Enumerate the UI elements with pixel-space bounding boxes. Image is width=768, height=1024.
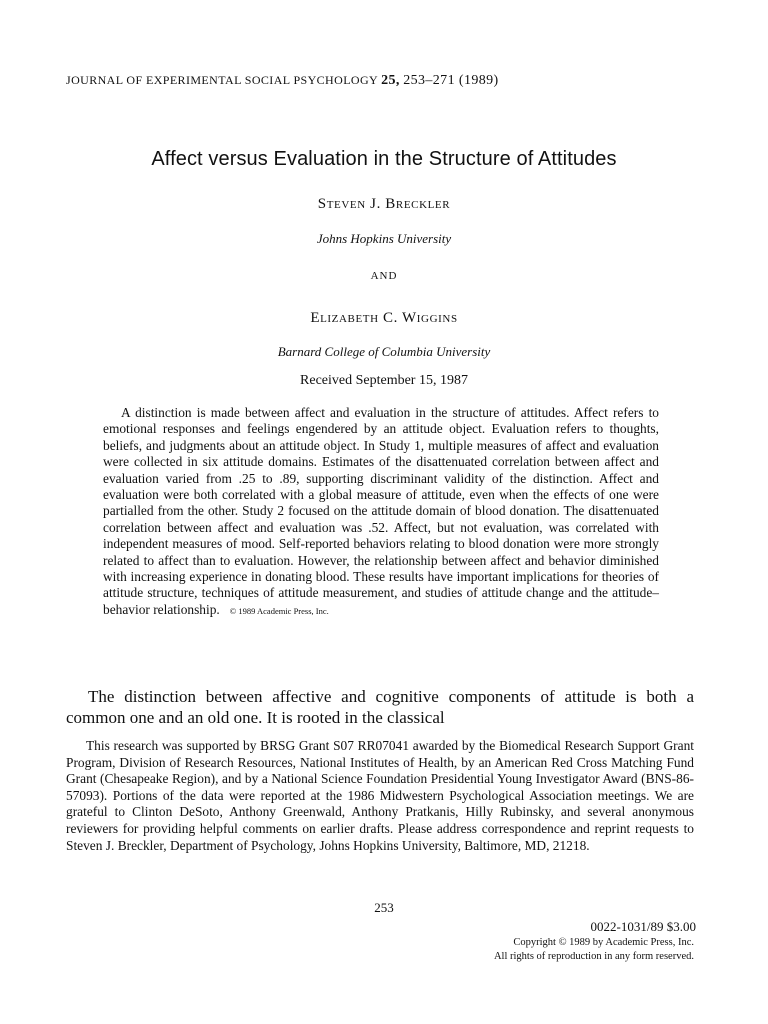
author-2: Elizabeth C. Wiggins <box>310 310 458 326</box>
abstract-copyright: © 1989 Academic Press, Inc. <box>229 605 329 616</box>
acknowledgment-footnote: This research was supported by BRSG Grant S07 RR07041 awarded by the Biomedical Research Support Grant Program, Division of Research Resources, National Institutes of Health, by an American Red Cross Matching Fund Grant (Chesapeake Region), and by a National Science Foundation Presidential Young Investigator Award (BNS-86-57093). Portions of the data were reported at the 1986 Midwestern Psychological Association meetings. We are grateful to Clinton DeSoto, Anthony Greenwald, Anthony Pratkanis, Hilly Rubinsky, and several anonymous reviewers for providing helpful comments on earlier drafts. Please address correspondence and reprint requests to Steven J. Breckler, Department of Psychology, Johns Hopkins University, Baltimore, MD, 21218. <box>66 738 694 853</box>
and-separator: AND <box>370 270 398 282</box>
journal-header <box>66 73 499 89</box>
abstract <box>103 405 659 619</box>
intro-paragraph: The distinction between affective and cognitive components of attitude is both a common one and an old one. It is rooted in the classical <box>66 687 694 727</box>
article-title: Affect versus Evaluation in the Structure of Attitudes <box>151 148 617 170</box>
footer-copyright: Copyright © 1989 by Academic Press, Inc. <box>513 937 694 948</box>
issn-price: 0022-1031/89 $3.00 <box>590 919 696 934</box>
author-1: Steven J. Breckler <box>317 196 451 212</box>
journal-pages-year: 253–271 (1989) <box>403 73 499 88</box>
journal-volume: 25, <box>381 73 400 88</box>
received-date: Received September 15, 1987 <box>300 373 468 388</box>
abstract-text: A distinction is made between affect and evaluation in the structure of attitudes. Affect refers to emotional responses and feelings engendered by an attitude object. Evaluation refers to thoughts, beliefs, and judgments about an attitude object. In Study 1, multiple measures of affect and evaluation were collected in six attitude domains. Estimates of the disattenuated correlation between affect and evaluation varied from .25 to .89, supporting discriminant validity of the distinction. Affect and evaluation were both correlated with a global measure of attitude, even when the effects of one were partialled from the other. Study 2 focused on the attitude domain of blood donation. The disattenuated correlation between affect and evaluation was .52. Affect, but not evaluation, was correlated with independent measures of mood. Self-reported behaviors relating to blood donation were more strongly related to affect than to evaluation. However, the relationship between affect and behavior diminished with increasing experience in donating blood. These results have important implications for theories of attitude structure, techniques of attitude measurement, and studies of attitude change and the attitude–behavior relationship. <box>103 405 659 617</box>
journal-name: JOURNAL OF EXPERIMENTAL SOCIAL PSYCHOLOGY <box>66 73 378 87</box>
affiliation-1: Johns Hopkins University <box>316 231 452 246</box>
footer-rights: All rights of reproduction in any form reserved. <box>493 951 694 962</box>
page-number: 253 <box>374 900 394 915</box>
affiliation-2: Barnard College of Columbia University <box>277 344 491 359</box>
